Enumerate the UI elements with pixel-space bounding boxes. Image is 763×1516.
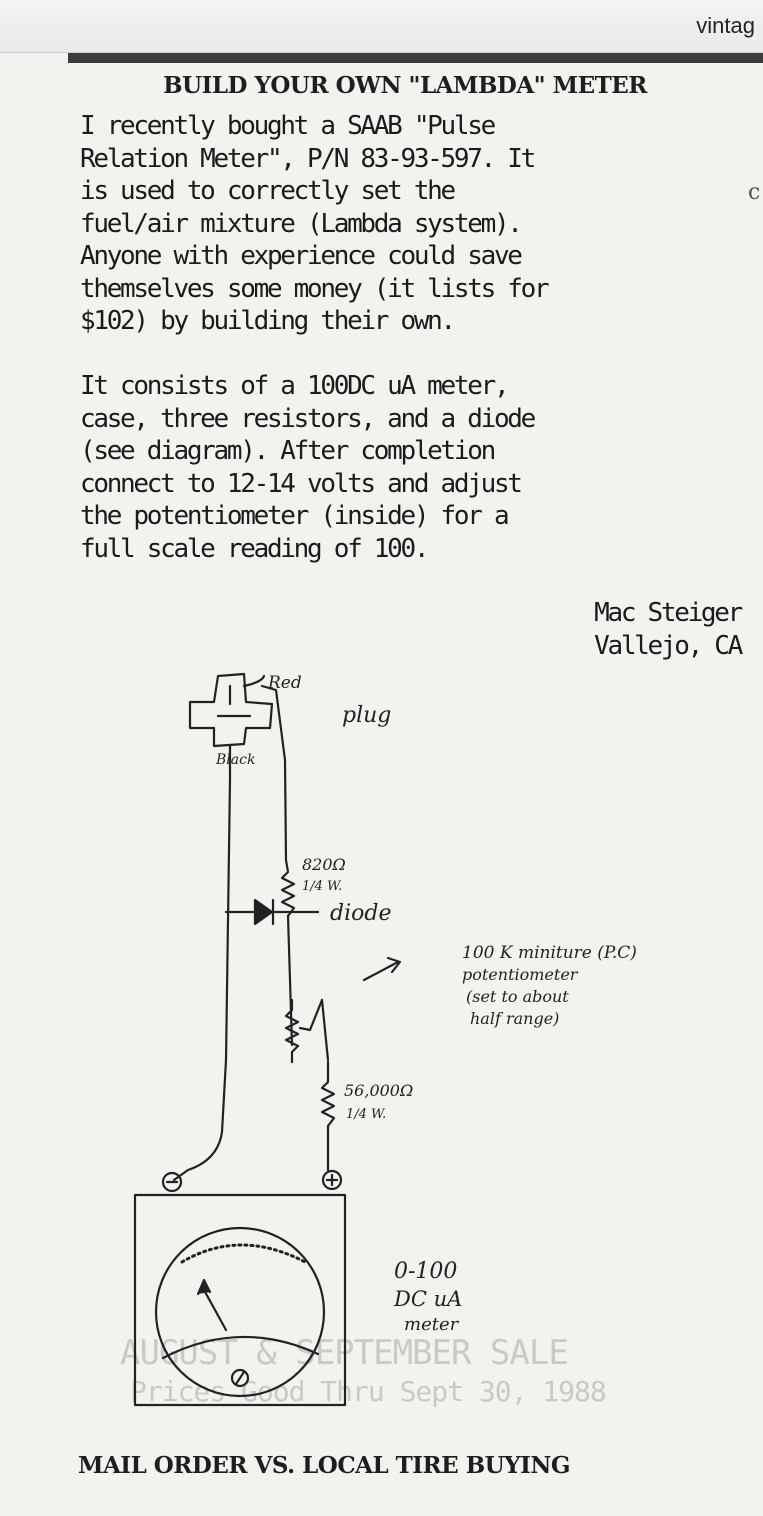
resistor-820-watt: 1/4 W. xyxy=(302,879,343,894)
diode-symbol xyxy=(255,900,272,924)
positive-wire-top xyxy=(262,686,286,860)
window-title: vintag xyxy=(696,13,755,38)
potentiometer-symbol xyxy=(286,1000,298,1062)
potentiometer-note-3: (set to about xyxy=(466,987,569,1006)
meter-word-label: meter xyxy=(404,1314,459,1335)
author-location: Vallejo, CA xyxy=(594,631,741,661)
resistor-820-symbol xyxy=(282,860,294,916)
article-paragraph: I recently bought a SAAB "Pulse Relation Meter", P/N 83-93-597. It is used to correctly set the fuel/air mixture (Lambda system). Anyone with experience could save themselves some money (it lists for $102) by building their own. xyxy=(80,111,548,336)
article-paragraph: It consists of a 100DC uA meter, case, three resistors, and a diode (see diagram). After completion connect to 12-14 volts and adjust the potentiometer (inside) for a full scale reading of 100. xyxy=(80,371,535,564)
potentiometer-wiper xyxy=(300,1000,322,1030)
next-article-title: MAIL ORDER VS. LOCAL TIRE BUYING xyxy=(78,1452,571,1479)
meter-scale xyxy=(182,1245,305,1262)
plug-black-label: Black xyxy=(216,752,256,768)
plug-red-label: Red xyxy=(268,673,302,693)
diode-label: diode xyxy=(330,901,392,926)
potentiometer-note-2: potentiometer xyxy=(462,965,578,984)
meter-range-label: 0-100 xyxy=(394,1259,458,1284)
author-name: Mac Steiger xyxy=(594,598,741,628)
article-title: BUILD YOUR OWN "LAMBDA" METER xyxy=(163,72,647,99)
negative-wire xyxy=(174,746,230,1180)
bleed-through-line: Prices Good Thru Sept 30, 1988 xyxy=(130,1375,606,1408)
resistor-56000-watt: 1/4 W. xyxy=(346,1107,387,1122)
potentiometer-note-4: half range) xyxy=(470,1009,560,1028)
resistor-820-value: 820Ω xyxy=(302,855,346,874)
resistor-56000-symbol xyxy=(322,1062,334,1126)
meter-type-label: DC uA xyxy=(394,1287,463,1311)
meter-needle xyxy=(204,1290,226,1330)
next-column-edge: c xyxy=(748,180,761,205)
potentiometer-note-1: 100 K miniture (P.C) xyxy=(462,943,637,963)
meter-case xyxy=(135,1195,345,1405)
plug-label: plug xyxy=(342,703,392,728)
plug-outline xyxy=(190,674,272,746)
resistor-56000-value: 56,000Ω xyxy=(344,1081,414,1100)
bleed-through-line: AUGUST & SEPTEMBER SALE xyxy=(120,1333,568,1373)
meter-lower-arc xyxy=(163,1337,318,1358)
